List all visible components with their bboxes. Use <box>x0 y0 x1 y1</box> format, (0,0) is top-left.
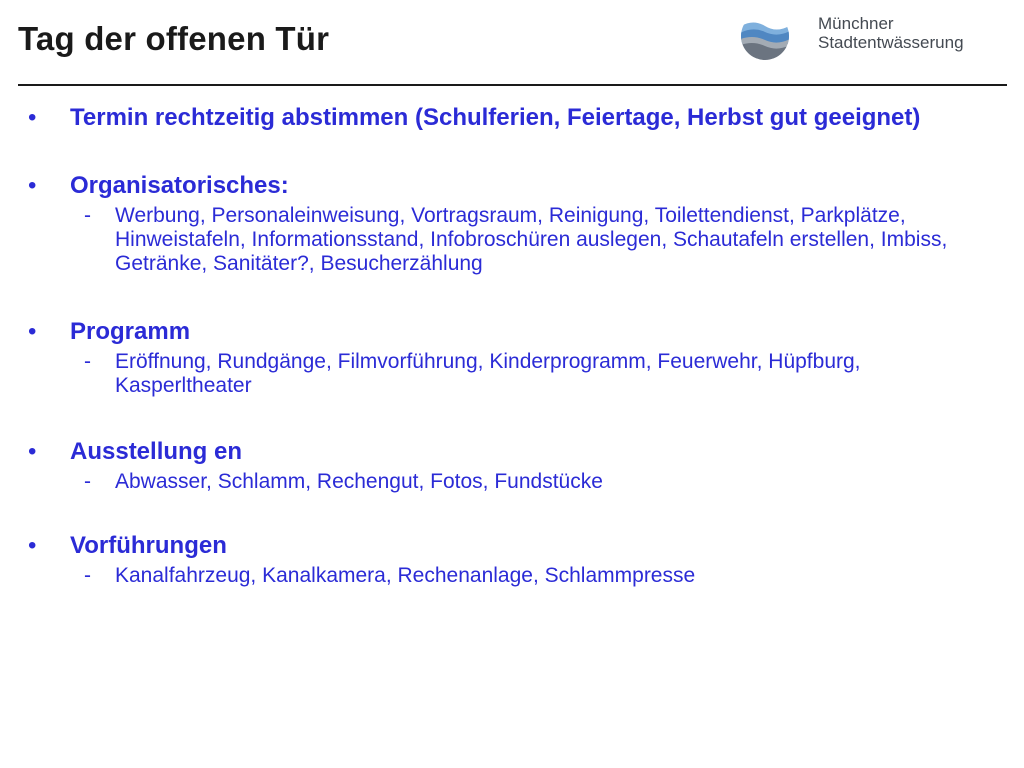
bullet-marker: • <box>28 438 37 465</box>
logo-line-1: Münchner <box>818 14 894 33</box>
title-divider <box>18 84 1007 86</box>
bullet-marker: • <box>28 318 37 345</box>
sub-item-text: Werbung, Personaleinweisung, Vortragsraum, Reinigung, Toilettendienst, Parkplätze, Hinweistafeln, Informationsstand, Infobroschüren auslegen, Schautafeln erstellen, Imbiss, Getränke, Sanitäter?, Besucherzählung <box>115 204 948 275</box>
dash-marker: - <box>84 350 91 373</box>
dash-marker: - <box>84 470 91 493</box>
bullet-marker: • <box>28 172 37 199</box>
logo <box>738 10 978 62</box>
bullet-marker: • <box>28 104 37 131</box>
sub-item-text: Abwasser, Schlamm, Rechengut, Fotos, Fundstücke <box>115 470 603 493</box>
list-item <box>28 318 988 398</box>
sub-item-text: Eröffnung, Rundgänge, Filmvorführung, Kinderprogramm, Feuerwehr, Hüpfburg, Kasperltheater <box>115 350 861 397</box>
bullet-heading: Termin rechtzeitig abstimmen (Schulferien, Feiertage, Herbst gut geeignet) <box>70 104 921 131</box>
bullet-marker: • <box>28 532 37 559</box>
list-item <box>28 438 988 494</box>
logo-waves-icon <box>738 10 792 62</box>
bullet-heading: Programm <box>70 318 191 345</box>
logo-wordmark <box>818 14 964 52</box>
bullet-heading: Vorführungen <box>70 532 227 559</box>
list-item <box>28 532 988 588</box>
dash-marker: - <box>84 204 91 227</box>
sub-item <box>70 350 988 398</box>
dash-marker: - <box>84 564 91 587</box>
sub-item <box>70 204 988 276</box>
bullet-heading: Ausstellung en <box>70 438 243 465</box>
list-item <box>28 104 988 132</box>
list-item <box>28 172 988 276</box>
bullet-list <box>28 104 988 588</box>
sub-item-text: Kanalfahrzeug, Kanalkamera, Rechenanlage, Schlammpresse <box>115 564 696 587</box>
sub-item <box>70 470 988 494</box>
logo-line-2: Stadtentwässerung <box>818 33 964 52</box>
slide-title: Tag der offenen Tür <box>18 20 330 57</box>
sub-item <box>70 564 988 588</box>
bullet-heading: Organisatorisches: <box>70 172 289 199</box>
